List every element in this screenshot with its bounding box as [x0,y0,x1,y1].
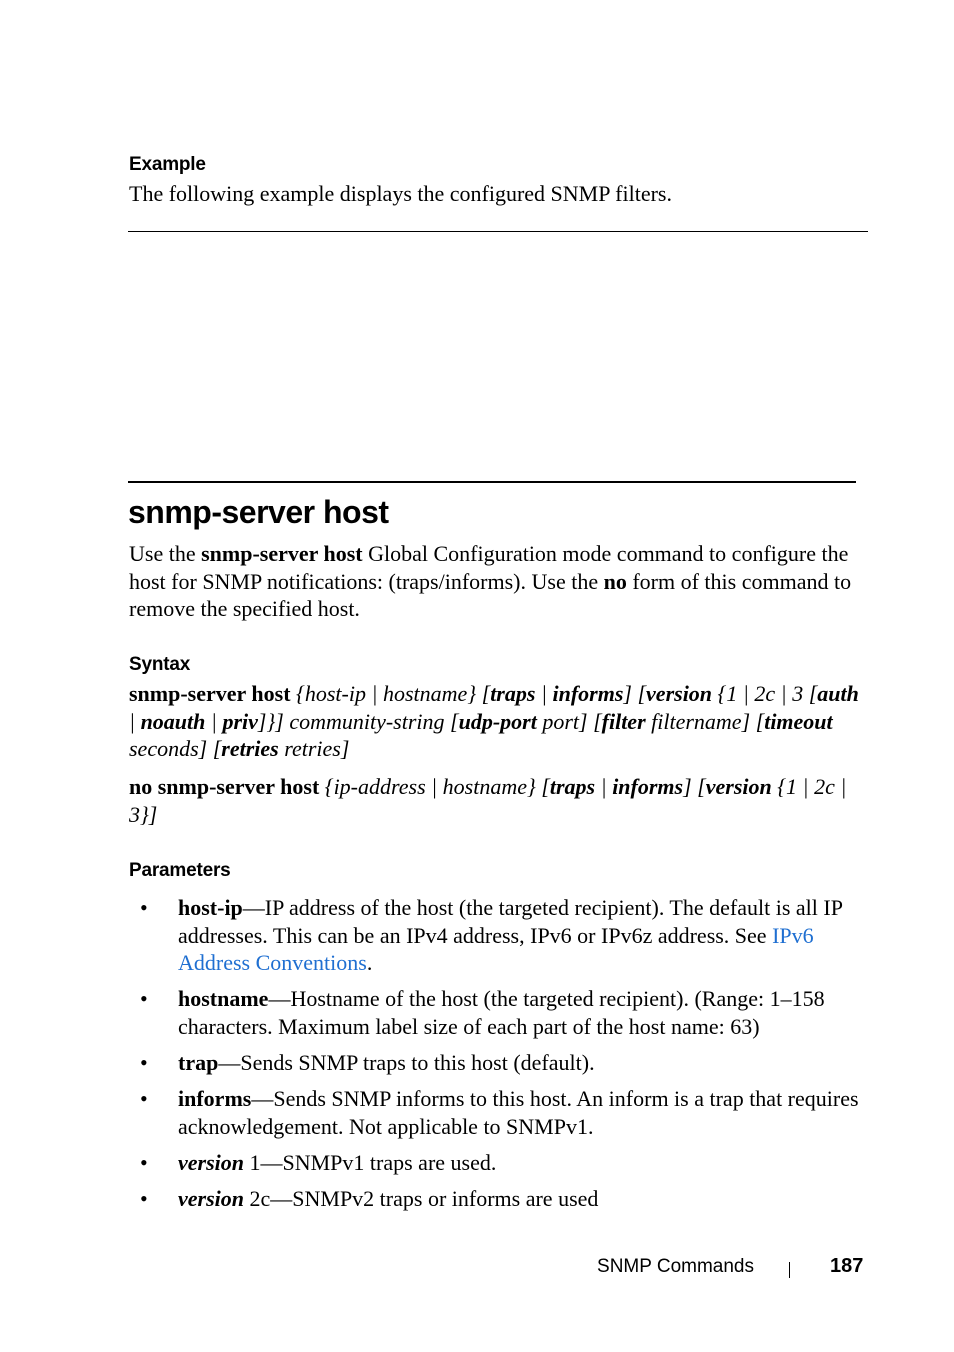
syntax-keyword: filter [601,708,646,734]
syntax-arg: retries] [278,736,350,761]
syntax-keyword: version [646,681,713,706]
page-title: snmp-server host [128,494,389,530]
syntax-keyword: traps [549,774,596,799]
no-keyword: no [603,568,627,594]
syntax-arg: seconds] [ [129,736,222,761]
syntax-arg: {1 | 2c | 3 [ [712,681,818,706]
param-value: 1 [244,1150,261,1175]
footer-section-name: SNMP Commands [597,1256,754,1277]
syntax-keyword: udp-port [458,708,537,734]
syntax-command: no snmp-server host [129,774,320,799]
syntax-command: snmp-server host [129,681,291,706]
syntax-keyword: auth [817,681,859,706]
list-item [140,1149,860,1177]
param-desc: —SNMPv2 traps or informs are used [270,1186,599,1211]
divider-line [128,231,868,232]
syntax-keyword: informs [612,774,684,799]
example-description: The following example displays the configured SNMP filters. [129,181,672,206]
intro-paragraph [129,540,859,623]
syntax-arg: {1 | 2c | 3}] [129,774,847,827]
list-item [140,985,860,1040]
syntax-arg: | [595,774,613,799]
syntax-arg: ] [ [623,681,647,706]
param-desc: —Sends SNMP traps to this host (default). [218,1050,595,1075]
syntax-heading: Syntax [129,654,191,675]
bullet-icon: • [140,895,148,920]
list-item [140,894,860,977]
param-term: version [178,1186,244,1211]
bullet-icon: • [140,1150,148,1175]
syntax-arg: | [129,708,141,734]
syntax-arg: | [205,708,223,734]
ipv6-conventions-link[interactable]: IPv6 Address Conventions [178,922,814,975]
intro-text: Use the [129,541,202,566]
command-name: snmp-server host [201,541,363,566]
section-divider [128,481,856,483]
bullet-icon: • [140,1086,148,1111]
syntax-keyword: timeout [764,708,833,734]
param-desc: —Hostname of the host (the targeted recipient). (Range: 1–158 characters. Maximum label size of each part of the host name: 63) [178,986,825,1039]
intro-text: form of this command to remove the specified host. [129,568,852,621]
syntax-arg: {host-ip | hostname} [ [296,681,491,706]
list-item [140,1185,860,1213]
bullet-icon: • [140,1186,148,1211]
bullet-icon: • [140,986,148,1011]
syntax-arg: ]}] community-string [ [257,708,459,734]
page-number: 187 [830,1255,864,1277]
syntax-keyword: traps [490,681,536,706]
syntax-keyword: priv [222,708,258,734]
syntax-arg: port] [ [536,708,602,734]
syntax-arg: | [535,681,553,706]
parameters-heading: Parameters [129,860,231,881]
param-term: host-ip [178,895,243,920]
param-term: informs [178,1086,252,1111]
example-heading: Example [129,154,206,175]
syntax-line-remove [129,773,859,828]
param-desc-tail: . [366,950,373,975]
intro-text: Global Configuration mode command to configure the host for SNMP notifications: (traps/informs). Use the [129,541,849,594]
param-term: trap [178,1050,219,1075]
list-item [140,1085,860,1140]
param-desc: —Sends SNMP informs to this host. An inform is a trap that requires acknowledgement. Not applicable to SNMPv1. [178,1086,859,1139]
param-term: hostname [178,986,269,1011]
syntax-arg: {ip-address | hostname} [ [324,774,550,799]
param-desc: —IP address of the host (the targeted recipient). The default is all IP addresses. This can be an IPv4 address, IPv6 or IPv6z address. See [178,895,843,948]
footer-separator [789,1262,790,1278]
syntax-line-add [129,680,859,763]
syntax-keyword: informs [552,681,624,706]
syntax-keyword: retries [221,736,279,761]
syntax-keyword: noauth [140,708,206,734]
param-term: version [178,1150,244,1175]
param-desc: —SNMPv1 traps are used. [260,1150,497,1175]
list-item [140,1049,860,1077]
syntax-arg: ] [ [683,774,706,799]
syntax-keyword: version [705,774,772,799]
syntax-arg: filtername] [ [645,708,765,734]
bullet-icon: • [140,1050,148,1075]
param-value: 2c [244,1186,271,1211]
